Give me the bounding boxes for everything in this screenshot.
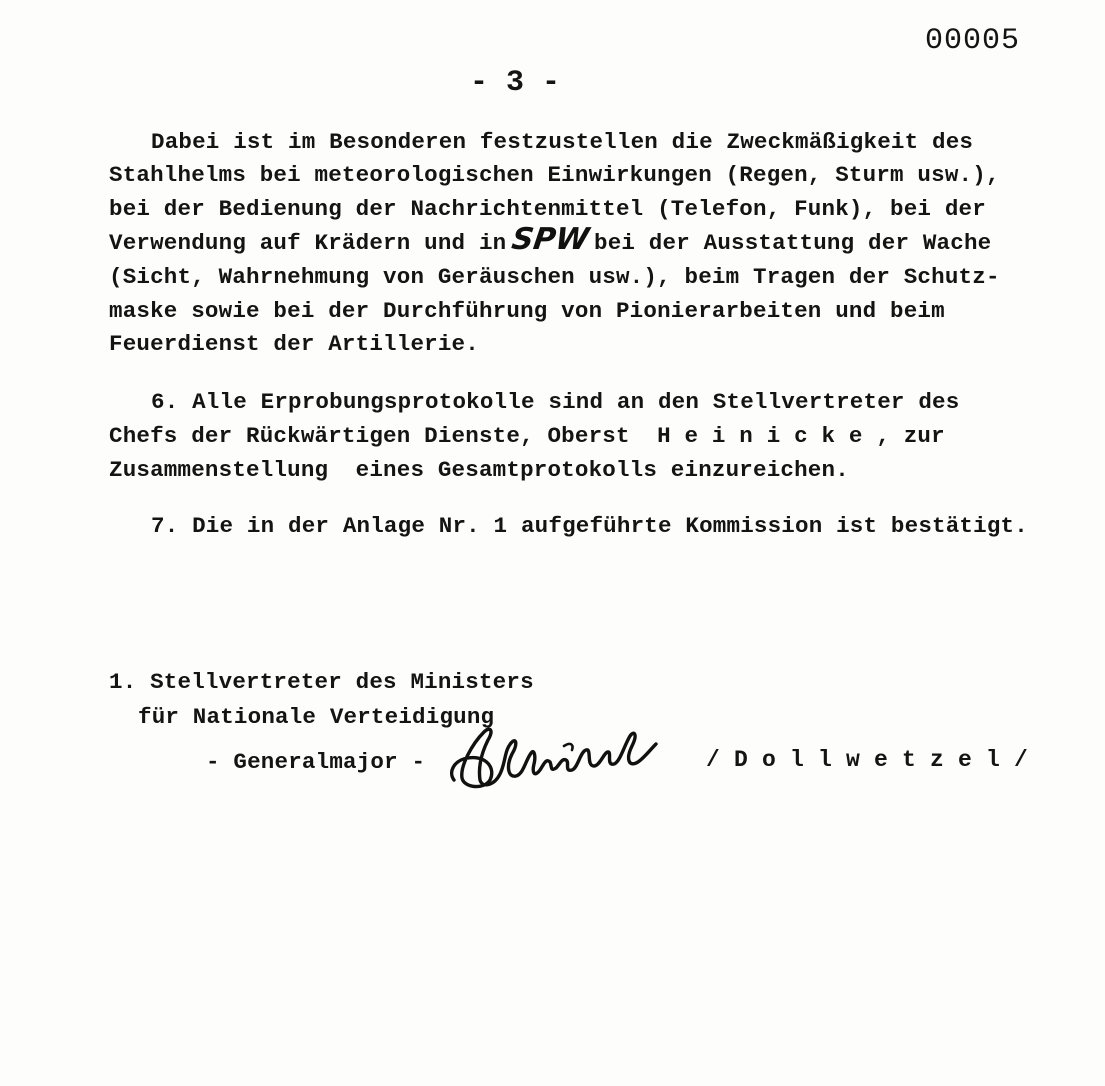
intro-line-5: (Sicht, Wahrnehmung von Geräuschen usw.), beim Tragen der Schutz-: [109, 264, 1000, 290]
page-id: 00005: [925, 24, 1021, 58]
handwritten-signature: [446, 722, 662, 792]
intro-line-1: Dabei ist im Besonderen festzustellen die Zweckmäßigkeit des: [151, 129, 974, 155]
intro-line-2: Stahlhelms bei meteorologischen Einwirkungen (Regen, Sturm usw.),: [109, 162, 1000, 188]
item7-line-1: 7. Die in der Anlage Nr. 1 aufgeführte Kommission ist bestätigt.: [151, 513, 1028, 539]
item6-line-1: 6. Alle Erprobungsprotokolle sind an den Stellvertreter des: [151, 389, 960, 415]
signatory-title-line-2: für Nationale Verteidigung: [138, 704, 495, 730]
handwritten-spw: SPW: [509, 222, 592, 257]
intro-line-4b: bei der Ausstattung der Wache: [594, 230, 992, 256]
signatory-rank: - Generalmajor -: [206, 749, 426, 775]
signatory-title-line-1: 1. Stellvertreter des Ministers: [109, 669, 534, 695]
page-number: - 3 -: [470, 66, 561, 100]
intro-line-6: maske sowie bei der Durchführung von Pionierarbeiten und beim: [109, 298, 945, 324]
intro-line-3: bei der Bedienung der Nachrichtenmittel (Telefon, Funk), bei der: [109, 196, 986, 222]
intro-line-4a: Verwendung auf Krädern und in: [109, 230, 507, 256]
item6-line-2: Chefs der Rückwärtigen Dienste, Oberst H e i n i c k e , zur: [109, 423, 945, 449]
intro-line-7: Feuerdienst der Artillerie.: [109, 331, 479, 357]
signatory-name: / D o l l w e t z e l /: [706, 747, 1029, 773]
item6-line-3: Zusammenstellung eines Gesamtprotokolls einzureichen.: [109, 457, 849, 483]
